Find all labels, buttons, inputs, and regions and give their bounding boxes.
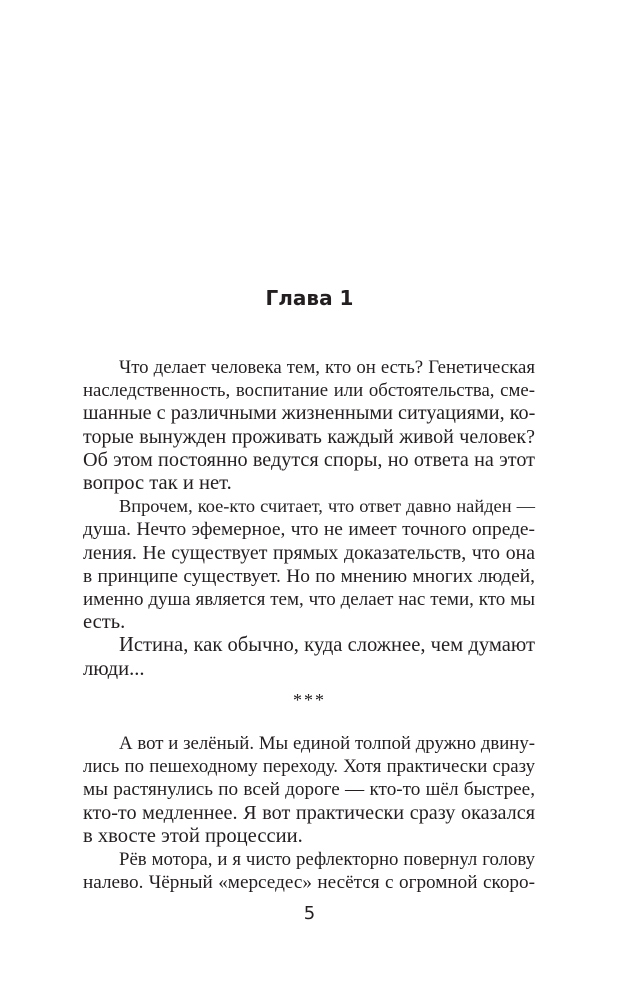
section-2-text — [83, 732, 535, 894]
paragraph — [83, 495, 535, 634]
text-line: в принципе существует. Но по мнению многих людей, — [83, 565, 535, 587]
paragraph — [83, 848, 535, 894]
text-line: кто-то медленнее. Я вот практически сразу оказался — [83, 801, 535, 824]
chapter-title: Глава 1 — [265, 286, 354, 310]
text-line: наследственность, воспитание или обстоятельства, сме- — [83, 380, 535, 402]
text-line: Что делает человека тем, кто он есть? Генетическая — [119, 357, 535, 378]
section-separator: *** — [293, 690, 326, 710]
page-number: 5 — [303, 903, 316, 924]
text-line: шанные с различными жизненными ситуациями, ко- — [83, 402, 536, 425]
text-line: торые вынужден проживать каждый живой человек? — [83, 425, 535, 448]
paragraph — [83, 732, 535, 848]
text-line: душа. Нечто эфемерное, что не имеет точного опреде- — [83, 519, 535, 541]
text-line: есть. — [83, 611, 126, 634]
text-line: в хвосте этой процессии. — [83, 824, 303, 847]
text-line: мы растянулись по всей дороге — кто-то шёл быстрее, — [83, 779, 535, 801]
text-line: вопрос так и нет. — [83, 472, 232, 495]
text-line: ления. Не существует прямых доказательств, что она — [83, 541, 535, 564]
text-line: налево. Чёрный «мерседес» несётся с огромной скоро- — [83, 872, 535, 894]
text-line: лись по пешеходному переходу. Хотя практически сразу — [83, 756, 535, 778]
text-line: именно душа является тем, что делает нас теми, кто мы — [83, 589, 535, 611]
paragraph — [83, 634, 535, 680]
text-line: люди... — [83, 657, 145, 680]
paragraph — [83, 356, 535, 495]
text-line: Об этом постоянно ведутся споры, но ответа на этот — [83, 448, 535, 471]
text-line: Рёв мотора, и я чисто рефлекторно повернул голову — [119, 849, 535, 871]
text-line: А вот и зелёный. Мы единой толпой дружно двину- — [119, 733, 535, 754]
text-line: Впрочем, кое-кто считает, что ответ давно найден — — [119, 496, 535, 517]
text-line: Истина, как обычно, куда сложнее, чем думают — [119, 634, 535, 657]
section-1-text — [83, 356, 535, 681]
